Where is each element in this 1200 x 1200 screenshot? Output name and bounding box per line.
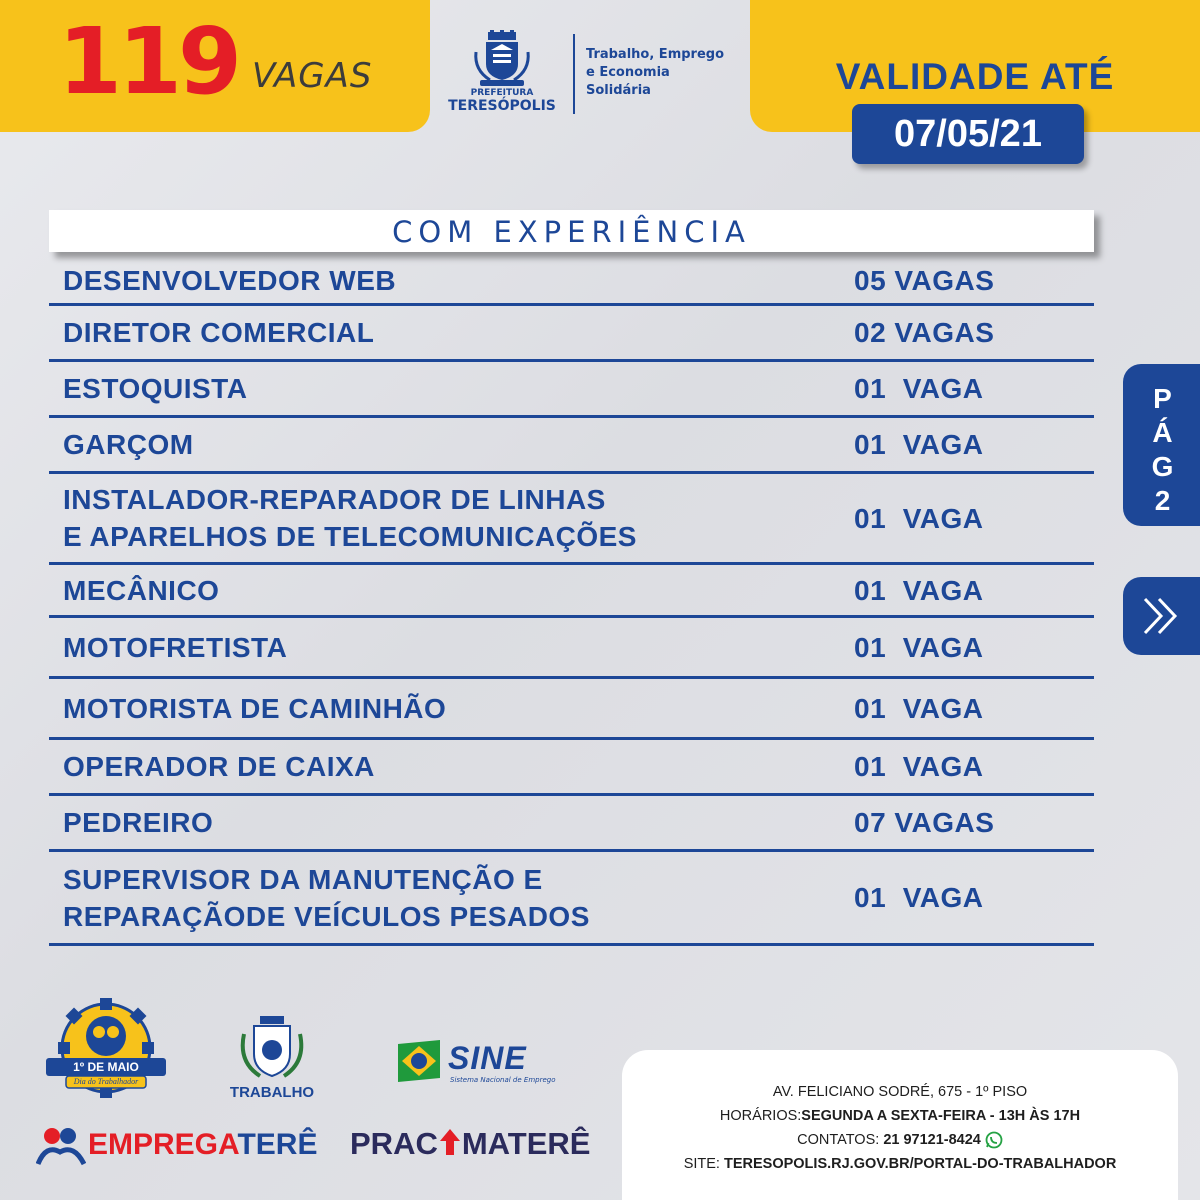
- page-indicator-tab: [1123, 364, 1200, 526]
- site-value[interactable]: TERESOPOLIS.RJ.GOV.BR/PORTAL-DO-TRABALHADOR: [723, 1156, 1117, 1172]
- job-vacancy-count: 01 VAGA: [854, 503, 984, 534]
- job-row: [49, 852, 1094, 946]
- logo-prefeitura-text: PREFEITURA: [470, 88, 534, 98]
- job-title-line: E APARELHOS DE TELECOMUNICAÇÕES: [63, 521, 637, 552]
- job-vacancy-count: 01 VAGA: [854, 751, 984, 782]
- job-title: [63, 861, 590, 935]
- whatsapp-icon: [985, 1131, 1003, 1149]
- page-tab-letter: Á: [1152, 417, 1173, 448]
- job-title: [63, 572, 219, 609]
- pracamatere-part1: PRAC: [350, 1126, 438, 1161]
- job-row: [49, 679, 1094, 740]
- job-row: [49, 418, 1094, 474]
- job-title: [63, 481, 637, 555]
- validity-label: VALIDADE ATÉ: [835, 56, 1115, 97]
- job-vacancy-count: 01 VAGA: [854, 693, 984, 724]
- job-title-line: MOTORISTA DE CAMINHÃO: [63, 693, 447, 724]
- job-title: [63, 690, 446, 727]
- department-name: [586, 46, 746, 100]
- people-icon: [36, 1126, 86, 1166]
- address-line: AV. FELICIANO SODRÉ, 675 - 1º PISO: [772, 1084, 1028, 1100]
- job-title-line: ESTOQUISTA: [63, 373, 248, 404]
- job-row: [49, 740, 1094, 796]
- page-tab-letter: P: [1153, 383, 1172, 414]
- job-title: [63, 629, 287, 666]
- trabalho-label: TRABALHO: [229, 1084, 315, 1101]
- job-vacancy-count: 05 VAGAS: [854, 265, 995, 296]
- department-line: e Economia: [586, 65, 670, 80]
- job-vacancy-count: 01 VAGA: [854, 632, 984, 663]
- section-title: COM EXPERIÊNCIA: [49, 210, 1094, 252]
- job-title-line: PEDREIRO: [63, 807, 214, 838]
- job-title-line: INSTALADOR-REPARADOR DE LINHAS: [63, 484, 606, 515]
- contact-info-box: [622, 1050, 1178, 1200]
- job-title: [63, 370, 247, 407]
- job-row: [49, 565, 1094, 618]
- page-tab-letter: 2: [1154, 485, 1171, 516]
- hours-label: HORÁRIOS:: [719, 1108, 802, 1124]
- job-title: [63, 748, 375, 785]
- job-title-line: MECÂNICO: [63, 575, 220, 606]
- contacts-value[interactable]: 21 97121-8424: [883, 1132, 981, 1148]
- empregatere-logo: [36, 1126, 326, 1170]
- logo-city-text: TERESÓPOLIS: [448, 98, 556, 114]
- state-coat-of-arms-icon: [220, 1014, 324, 1082]
- empregatere-part2: TERÊ: [237, 1128, 318, 1161]
- job-vacancy-count: 01 VAGA: [854, 575, 984, 606]
- job-row: [49, 618, 1094, 679]
- job-row: [49, 796, 1094, 852]
- validity-date: 07/05/21: [852, 104, 1084, 164]
- trabalho-logo: [220, 1014, 324, 1104]
- next-page-button[interactable]: [1123, 577, 1200, 655]
- sine-logo: [394, 1038, 554, 1088]
- hours-value: SEGUNDA A SEXTA-FEIRA - 13H ÀS 17H: [801, 1108, 1081, 1124]
- job-title-line: MOTOFRETISTA: [63, 632, 288, 663]
- job-vacancy-count: 01 VAGA: [854, 429, 984, 460]
- job-title: [63, 804, 213, 841]
- empregatere-part1: EMPREGA: [88, 1128, 238, 1161]
- sine-name: SINE: [448, 1040, 527, 1076]
- contacts-line: [622, 1128, 1178, 1152]
- department-line: Trabalho, Emprego: [586, 47, 725, 62]
- job-row: [49, 474, 1094, 565]
- vacancy-count: 119: [58, 8, 239, 115]
- job-title-line: REPARAÇÃODE VEÍCULOS PESADOS: [63, 901, 590, 932]
- pracamatere-text: [350, 1126, 590, 1162]
- gear-badge-icon: [44, 996, 168, 1114]
- pracamatere-logo: [350, 1124, 610, 1168]
- primeiro-de-maio-logo: [44, 996, 168, 1114]
- vacancy-word: VAGAS: [252, 56, 373, 96]
- job-title-line: DIRETOR COMERCIAL: [63, 317, 375, 348]
- job-title-line: DESENVOLVEDOR WEB: [63, 265, 397, 296]
- job-vacancy-count: 07 VAGAS: [854, 807, 995, 838]
- pracamatere-part2: MATERÊ: [461, 1126, 591, 1161]
- empregatere-text: [88, 1128, 317, 1162]
- job-title: [63, 262, 396, 299]
- page-tab-letter: G: [1151, 451, 1174, 482]
- hours-line: [622, 1104, 1178, 1128]
- brazil-flag-icon: [394, 1038, 444, 1084]
- maio-title: 1º DE MAIO: [73, 1060, 139, 1074]
- department-line: Solidária: [586, 83, 651, 98]
- job-vacancy-count: 01 VAGA: [854, 373, 984, 404]
- city-crest-icon: [470, 30, 534, 88]
- double-chevron-right-icon: [1139, 595, 1183, 637]
- job-row: [49, 362, 1094, 418]
- site-line: [622, 1152, 1178, 1176]
- job-title-line: OPERADOR DE CAIXA: [63, 751, 375, 782]
- sine-subtitle: Sistema Nacional de Emprego: [450, 1076, 556, 1084]
- job-row: [49, 258, 1094, 306]
- job-row: [49, 306, 1094, 362]
- logo-separator: [573, 34, 575, 114]
- job-title: [63, 314, 374, 351]
- up-arrow-icon: [438, 1127, 462, 1157]
- job-title-line: SUPERVISOR DA MANUTENÇÃO E: [63, 864, 543, 895]
- job-title: [63, 426, 194, 463]
- maio-subtitle: Dia do Trabalhador: [73, 1077, 139, 1086]
- site-label: SITE:: [683, 1156, 720, 1172]
- job-title-line: GARÇOM: [63, 429, 194, 460]
- prefeitura-logo: [440, 30, 740, 120]
- job-vacancy-count: 01 VAGA: [854, 882, 984, 913]
- job-vacancy-count: 02 VAGAS: [854, 317, 995, 348]
- contacts-label: CONTATOS:: [797, 1132, 880, 1148]
